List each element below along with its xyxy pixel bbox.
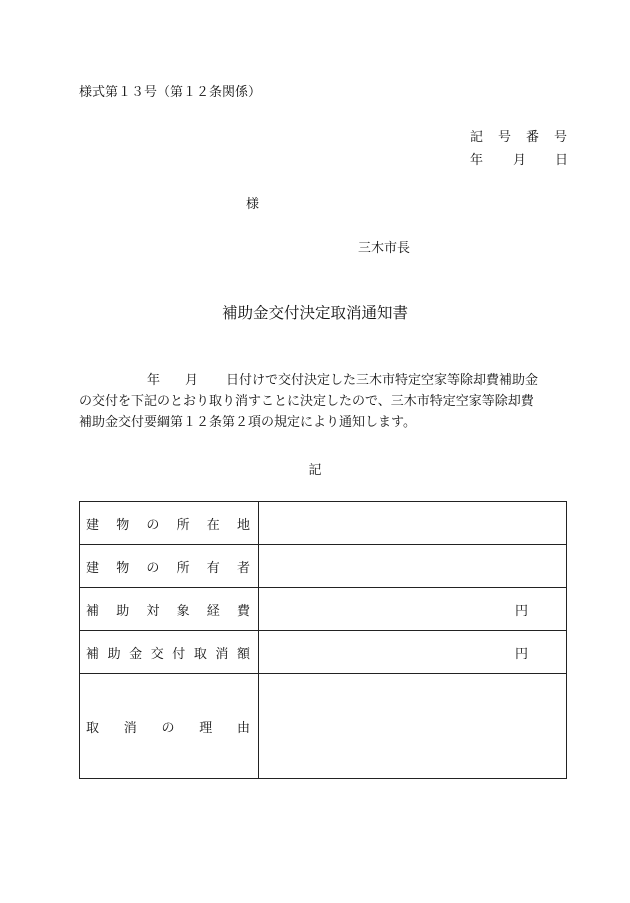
- date-day: 日: [555, 153, 569, 168]
- value-building-owner[interactable]: [259, 545, 567, 588]
- label-building-owner: 建物の所有者: [80, 545, 259, 588]
- ki-heading: 記: [308, 463, 322, 478]
- body-month: 月: [185, 373, 199, 388]
- value-eligible-cost[interactable]: 円: [259, 588, 567, 631]
- table-row-eligible-cost: [80, 588, 567, 631]
- form-number: 様式第１３号（第１２条関係）: [79, 85, 262, 100]
- date-line: [470, 149, 568, 168]
- table-row-reason: [80, 674, 567, 779]
- value-building-location[interactable]: [259, 502, 567, 545]
- addressee-suffix: 様: [246, 197, 260, 212]
- table-row-owner: [80, 545, 567, 588]
- body-line-1-rest: 日付けで交付決定した三木市特定空家等除却費補助金: [226, 373, 539, 388]
- body-text: [79, 370, 571, 433]
- body-line-3: 補助金交付要綱第１２条第２項の規定により通知します。: [79, 415, 416, 430]
- label-cancel-reason: 取消の理由: [80, 674, 259, 779]
- body-line-1: [79, 370, 571, 391]
- value-cancel-amount[interactable]: 円: [259, 631, 567, 674]
- date-year: 年: [470, 153, 484, 168]
- label-eligible-cost: 補助対象経費: [80, 588, 259, 631]
- table-row-cancel-amount: [80, 631, 567, 674]
- label-building-location: 建物の所在地: [80, 502, 259, 545]
- issuer: 三木市長: [358, 241, 411, 256]
- value-cancel-reason[interactable]: [259, 674, 567, 779]
- body-year: 年: [147, 373, 161, 388]
- body-line-2: の交付を下記のとおり取り消すことに決定したので、三木市特定空家等除却費: [79, 394, 534, 409]
- label-cancel-amount: 補助金交付取消額: [80, 631, 259, 674]
- record-number: 記 号 番 号: [470, 130, 569, 145]
- document-title: 補助金交付決定取消通知書: [221, 304, 408, 322]
- date-month: 月: [513, 153, 527, 168]
- details-table: [79, 501, 567, 779]
- table-row-location: [80, 502, 567, 545]
